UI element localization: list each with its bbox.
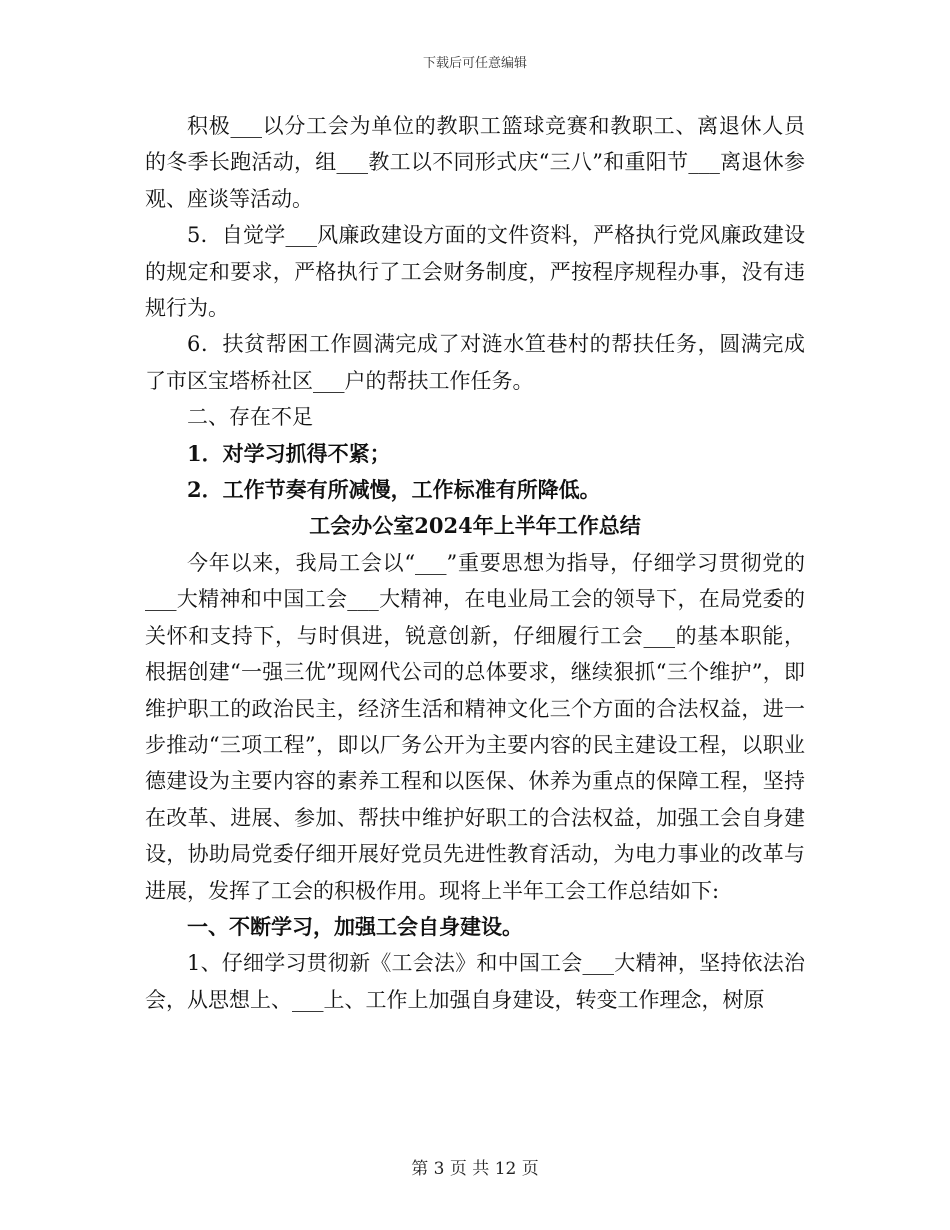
heading-shortcomings: 二、存在不足 [187,405,313,430]
heading-self-construction: 一、不断学习，加强工会自身建设。 [187,913,523,939]
paragraph-study: 1、仔细学习贯彻新《工会法》和中国工会___大精神，坚持依法治会，从思想上、___上、工作上加强自身建设，转变工作理念，树原 [145,951,805,1012]
page-footer: 第 3 页 共 12 页 [411,1159,539,1179]
shortcoming-item-1: 1．对学习抓得不紧； [187,440,391,466]
paragraph-item-6: 6．扶贫帮困工作圆满完成了对涟水笪巷村的帮扶任务，圆满完成了市区宝塔桥社区___户的帮扶工作任务。 [145,332,805,393]
section-title: 工会办公室2024年上半年工作总结 [309,513,641,539]
shortcoming-item-2: 2．工作节奏有所减慢，工作标准有所降低。 [187,477,601,503]
paragraph-intro: 今年以来，我局工会以“___”重要思想为指导，仔细学习贯彻党的___大精神和中国工会___大精神，在电业局工会的领导下，在局党委的关怀和支持下，与时俱进，锐意创新，仔细履行工会___的基本职能，根据创建“一强三优”现网代公司的总体要求，继续狠抓“三个维护”，即维护职工的政治民主，经济生活和精神文化三个方面的合法权益，进一步推动“三项工程”，即以厂务公开为主要内容的民主建设工程，以职业德建设为主要内容的素养工程和以医保、休养为重点的保障工程，坚持在改革、进展、参加、帮扶中维护好职工的合法权益，加强工会自身建设，协助局党委仔细开展好党员先进性教育活动，为电力事业的改革与进展，发挥了工会的积极作用。现将上半年工会工作总结如下: [145,550,805,903]
document-body [145,108,805,1018]
page-header-note: 下载后可任意编辑 [422,56,527,71]
paragraph-activities: 积极___以分工会为单位的教职工篮球竞赛和教职工、离退休人员的冬季长跑活动，组___教工以不同形式庆“三八”和重阳节___离退休参观、座谈等活动。 [145,114,805,211]
paragraph-item-5: 5．自觉学___风廉政建设方面的文件资料，严格执行党风廉政建设的规定和要求，严格执行了工会财务制度，严按程序规程办事，没有违规行为。 [145,223,805,321]
